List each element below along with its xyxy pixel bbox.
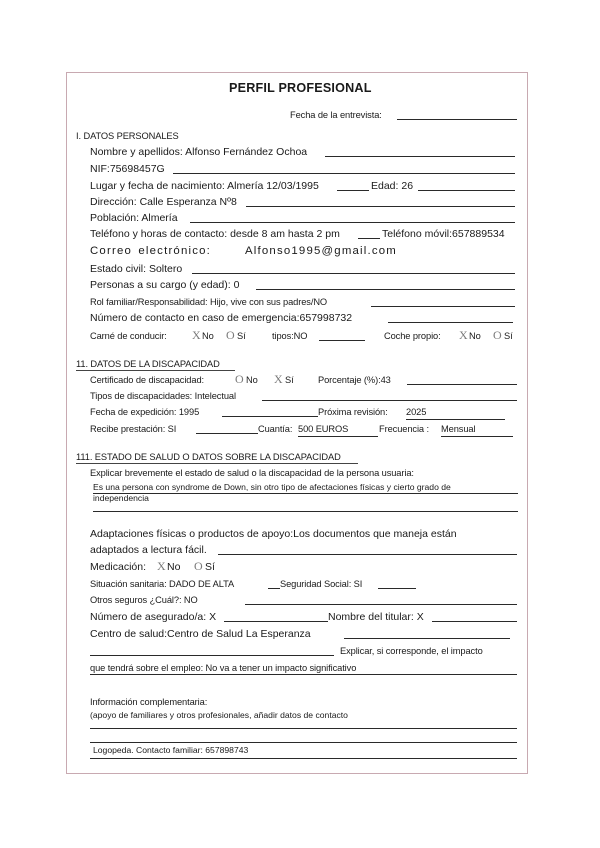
extra-info-hint: (apoyo de familiares y otros profesionales, añadir datos de contacto [90, 710, 348, 720]
amount-label: Cuantía: [258, 424, 293, 434]
percentage-line[interactable] [407, 384, 517, 385]
frequency-value: Mensual [441, 423, 513, 437]
contact-hours-line[interactable] [358, 238, 380, 239]
adaptations-text-line2: adaptados a lectura fácil. [90, 544, 207, 556]
section-disability-heading: 11. DATOS DE LA DISCAPACIDAD [76, 359, 220, 369]
impact-line[interactable] [90, 674, 517, 675]
own-car-label: Coche propio: [384, 331, 441, 341]
email-label: Correo electrónico: [90, 245, 212, 257]
extra-info-label: Información complementaria: [90, 697, 208, 707]
email-value: Alfonso1995@gmail.com [245, 245, 397, 257]
disability-types-field: Tipos de discapacidades: Intelectual [90, 391, 236, 401]
medication-no-mark[interactable]: X [157, 559, 166, 573]
civil-status-field: Estado civil: Soltero [90, 263, 183, 275]
health-center-line[interactable] [344, 638, 510, 639]
sanitary-status-line[interactable] [268, 588, 280, 589]
section-health-heading: 111. ESTADO DE SALUD O DATOS SOBRE LA DISCAPACIDAD [76, 452, 341, 462]
impact-text-line2: que tendrá sobre el empleo: No va a tener un impacto significativo [90, 663, 357, 673]
own-car-no-mark[interactable]: X [459, 328, 468, 342]
certificate-yes-mark[interactable]: X [274, 372, 283, 386]
license-label: Carné de conducir: [90, 331, 167, 341]
issue-date-line[interactable] [222, 416, 318, 417]
adaptations-text-line1: Adaptaciones físicas o productos de apoyo:Los documentos que maneja están [90, 528, 457, 540]
own-car-yes-mark[interactable]: O [493, 328, 502, 342]
license-no-option: No [202, 331, 214, 341]
frequency-label: Frecuencia : [379, 424, 429, 434]
holder-name-field: Nombre del titular: X [328, 611, 424, 623]
holder-name-line[interactable] [432, 621, 517, 622]
emergency-field: Número de contacto en caso de emergencia:657998732 [90, 312, 353, 324]
next-review-label: Próxima revisión: [318, 407, 388, 417]
disability-types-line[interactable] [262, 400, 517, 401]
birth-field: Lugar y fecha de nacimiento: Almería 12/03/1995 [90, 180, 319, 192]
benefit-line[interactable] [196, 433, 258, 434]
health-explain-text-line1: Es una persona con syndrome de Down, sin otro tipo de afectaciones físicas y cierto grado de [93, 482, 451, 492]
family-role-line[interactable] [371, 306, 515, 307]
percentage-field: Porcentaje (%):43 [318, 375, 391, 385]
health-explain-text-line2: independencia [93, 493, 149, 503]
extra-info-line3[interactable] [90, 758, 517, 759]
medication-no-option: No [167, 561, 181, 573]
birth-line[interactable] [337, 190, 369, 191]
license-types-field: tipos:NO [272, 331, 308, 341]
certificate-no-mark[interactable]: O [235, 372, 244, 386]
certificate-yes-option: Sí [285, 375, 294, 385]
certificate-label: Certificado de discapacidad: [90, 375, 204, 385]
family-role-field: Rol familiar/Responsabilidad: Hijo, vive con sus padres/NO [90, 297, 328, 307]
age-line[interactable] [418, 190, 515, 191]
insured-number-line[interactable] [224, 621, 328, 622]
nif-line[interactable] [173, 173, 515, 174]
benefit-field: Recibe prestación: SI [90, 424, 177, 434]
extra-info-line2[interactable] [90, 742, 517, 743]
own-car-yes-option: Sí [504, 331, 513, 341]
certificate-no-option: No [246, 375, 258, 385]
town-line[interactable] [190, 222, 515, 223]
name-field: Nombre y apellidos: Alfonso Fernández Ochoa [90, 146, 308, 158]
extra-info-line1[interactable] [90, 728, 517, 729]
health-explain-line2[interactable] [93, 511, 518, 512]
license-no-mark[interactable]: X [192, 328, 201, 342]
health-center-field: Centro de salud:Centro de Salud La Esperanza [90, 628, 311, 640]
impact-pre-line[interactable] [90, 655, 334, 656]
age-field: Edad: 26 [371, 180, 414, 192]
nif-field: NIF:75698457G [90, 163, 165, 175]
address-field: Dirección: Calle Esperanza Nº8 [90, 196, 237, 208]
license-types-line[interactable] [319, 340, 365, 341]
other-insurance-field: Otros seguros ¿Cuál?: NO [90, 595, 198, 605]
page-title: PERFIL PROFESIONAL [229, 81, 372, 95]
address-line[interactable] [246, 206, 515, 207]
social-security-field: Seguridad Social: SI [280, 579, 363, 589]
insured-number-field: Número de asegurado/a: X [90, 611, 217, 623]
extra-info-note: Logopeda. Contacto familiar: 657898743 [93, 745, 249, 755]
section-health-underline [76, 463, 358, 464]
sanitary-status-field: Situación sanitaria: DADO DE ALTA [90, 579, 235, 589]
medication-label: Medicación: [90, 561, 147, 573]
own-car-no-option: No [469, 331, 481, 341]
medication-yes-mark[interactable]: O [194, 559, 203, 573]
name-line[interactable] [325, 156, 515, 157]
license-yes-option: Sí [237, 331, 246, 341]
contact-hours-field: Teléfono y horas de contacto: desde 8 am hasta 2 pm [90, 228, 340, 240]
section-personal-heading: I. DATOS PERSONALES [76, 131, 179, 141]
health-explain-line1[interactable] [93, 493, 518, 494]
next-review-value: 2025 [406, 406, 505, 420]
social-security-line[interactable] [378, 588, 416, 589]
health-explain-label: Explicar brevemente el estado de salud o la discapacidad de la persona usuaria: [90, 468, 414, 478]
impact-text-line1: Explicar, si corresponde, el impacto [340, 646, 483, 656]
civil-status-line[interactable] [192, 273, 515, 274]
interview-date-label: Fecha de la entrevista: [290, 110, 382, 120]
emergency-line[interactable] [388, 322, 513, 323]
dependents-field: Personas a su cargo (y edad): 0 [90, 279, 240, 291]
town-field: Población: Almería [90, 212, 178, 224]
issue-date-field: Fecha de expedición: 1995 [90, 407, 200, 417]
interview-date-line[interactable] [397, 119, 517, 120]
dependents-line[interactable] [256, 289, 515, 290]
other-insurance-line[interactable] [245, 604, 517, 605]
adaptations-line[interactable] [218, 554, 517, 555]
amount-value: 500 EUROS [298, 423, 378, 437]
section-disability-underline [76, 370, 235, 371]
mobile-field: Teléfono móvil:657889534 [382, 228, 505, 240]
license-yes-mark[interactable]: O [226, 328, 235, 342]
medication-yes-option: Sí [205, 561, 215, 573]
